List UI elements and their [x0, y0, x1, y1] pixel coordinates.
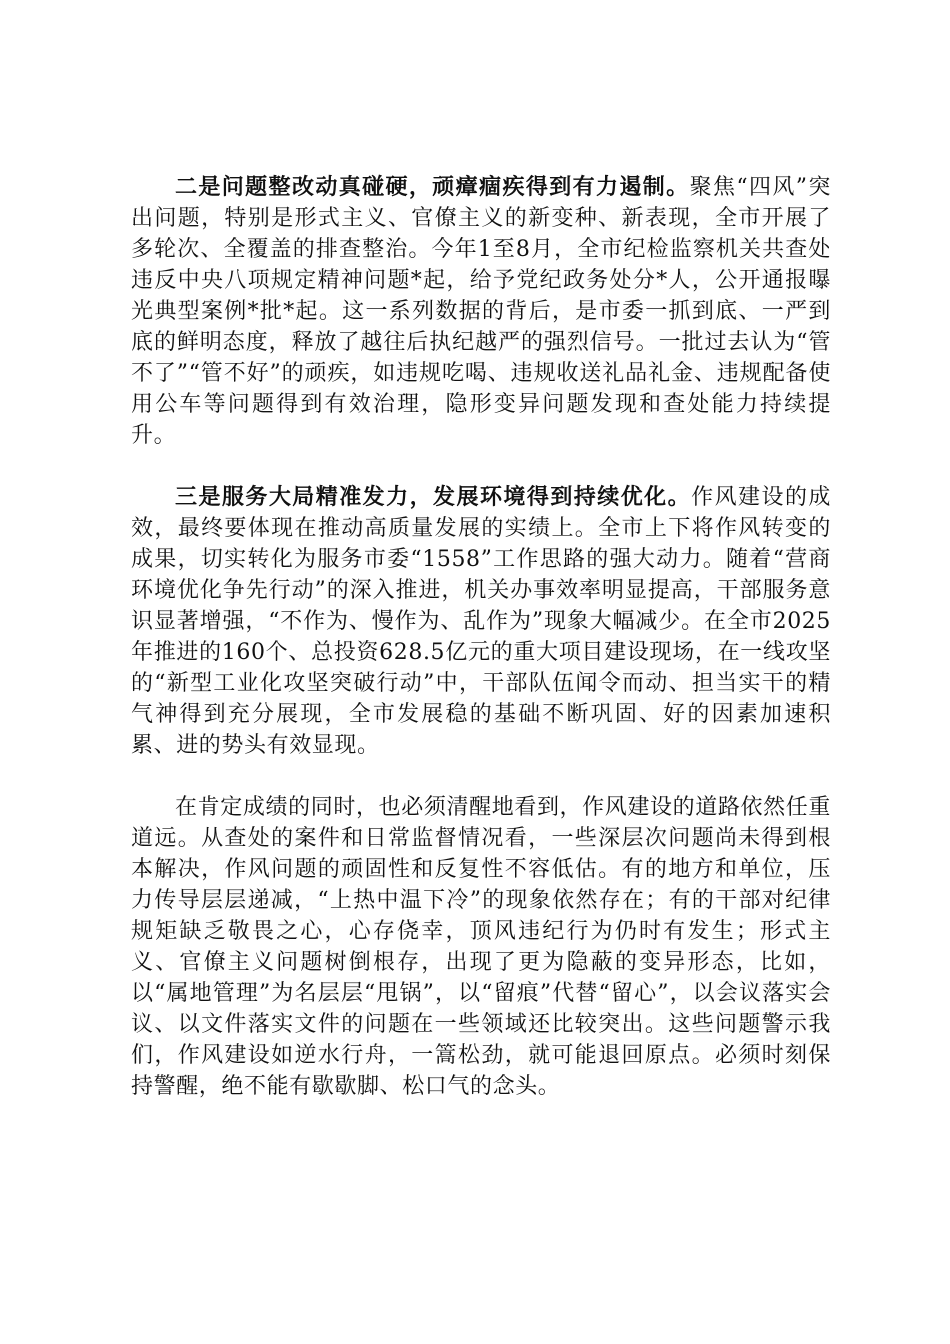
paragraph-lead-heading: 二是问题整改动真碰硬，顽瘴痼疾得到有力遏制。 [175, 174, 690, 200]
paragraph-text: 作风建设的成效，最终要体现在推动高质量发展的实绩上。全市上下将作风转变的成果，切实转化为服务市委“1558”工作思路的强大动力。随着“营商环境优化争先行动”的深入推进，机关办事效率明显提高，干部服务意识显著增强，“不作为、慢作为、乱作为”现象大幅减少。在全市2025年推进的160个、总投资628.5亿元的重大项目建设现场，在一线攻坚的“新型工业化攻坚突破行动”中，干部队伍闻令而动、担当实干的精气神得到充分展现，全市发展稳的基础不断巩固、好的因素加速积累、进的势头有效显现。 [131, 485, 832, 758]
paragraph-lead-heading: 三是服务大局精准发力，发展环境得到持续优化。 [175, 484, 692, 510]
paragraph-text: 在肯定成绩的同时，也必须清醒地看到，作风建设的道路依然任重道远。从查处的案件和日常监督情况看，一些深层次问题尚未得到根本解决，作风问题的顽固性和反复性不容低估。有的地方和单位，压力传导层层递减，“上热中温下冷”的现象依然存在；有的干部对纪律规矩缺乏敬畏之心，心存侥幸，顶风违纪行为仍时有发生；形式主义、官僚主义问题树倒根存，出现了更为隐蔽的变异形态，比如，以“属地管理”为名层层“甩锅”，以“留痕”代替“留心”，以会议落实会议、以文件落实文件的问题在一些领域还比较突出。这些问题警示我们，作风建设如逆水行舟，一篙松劲，就可能退回原点。必须时刻保持警醒，绝不能有歇歇脚、松口气的念头。 [131, 795, 831, 1099]
paragraph-remaining-problems [131, 792, 831, 1102]
document-body [131, 172, 831, 1102]
paragraph-text: 聚焦“四风”突出问题，特别是形式主义、官僚主义的新变种、新表现，全市开展了多轮次、全覆盖的排查整治。今年1至8月，全市纪检监察机关共查处违反中央八项规定精神问题*起，给予党纪政务处分*人，公开通报曝光典型案例*批*起。这一系列数据的背后，是市委一抓到底、一严到底的鲜明态度，释放了越往后执纪越严的强烈信号。一批过去认为“管不了”“管不好”的顽疾，如违规吃喝、违规收送礼品礼金、违规配备使用公车等问题得到有效治理，隐形变异问题发现和查处能力持续提升。 [131, 175, 831, 448]
paragraph-serve-overall [131, 482, 831, 761]
paragraph-problem-rectification [131, 172, 831, 451]
